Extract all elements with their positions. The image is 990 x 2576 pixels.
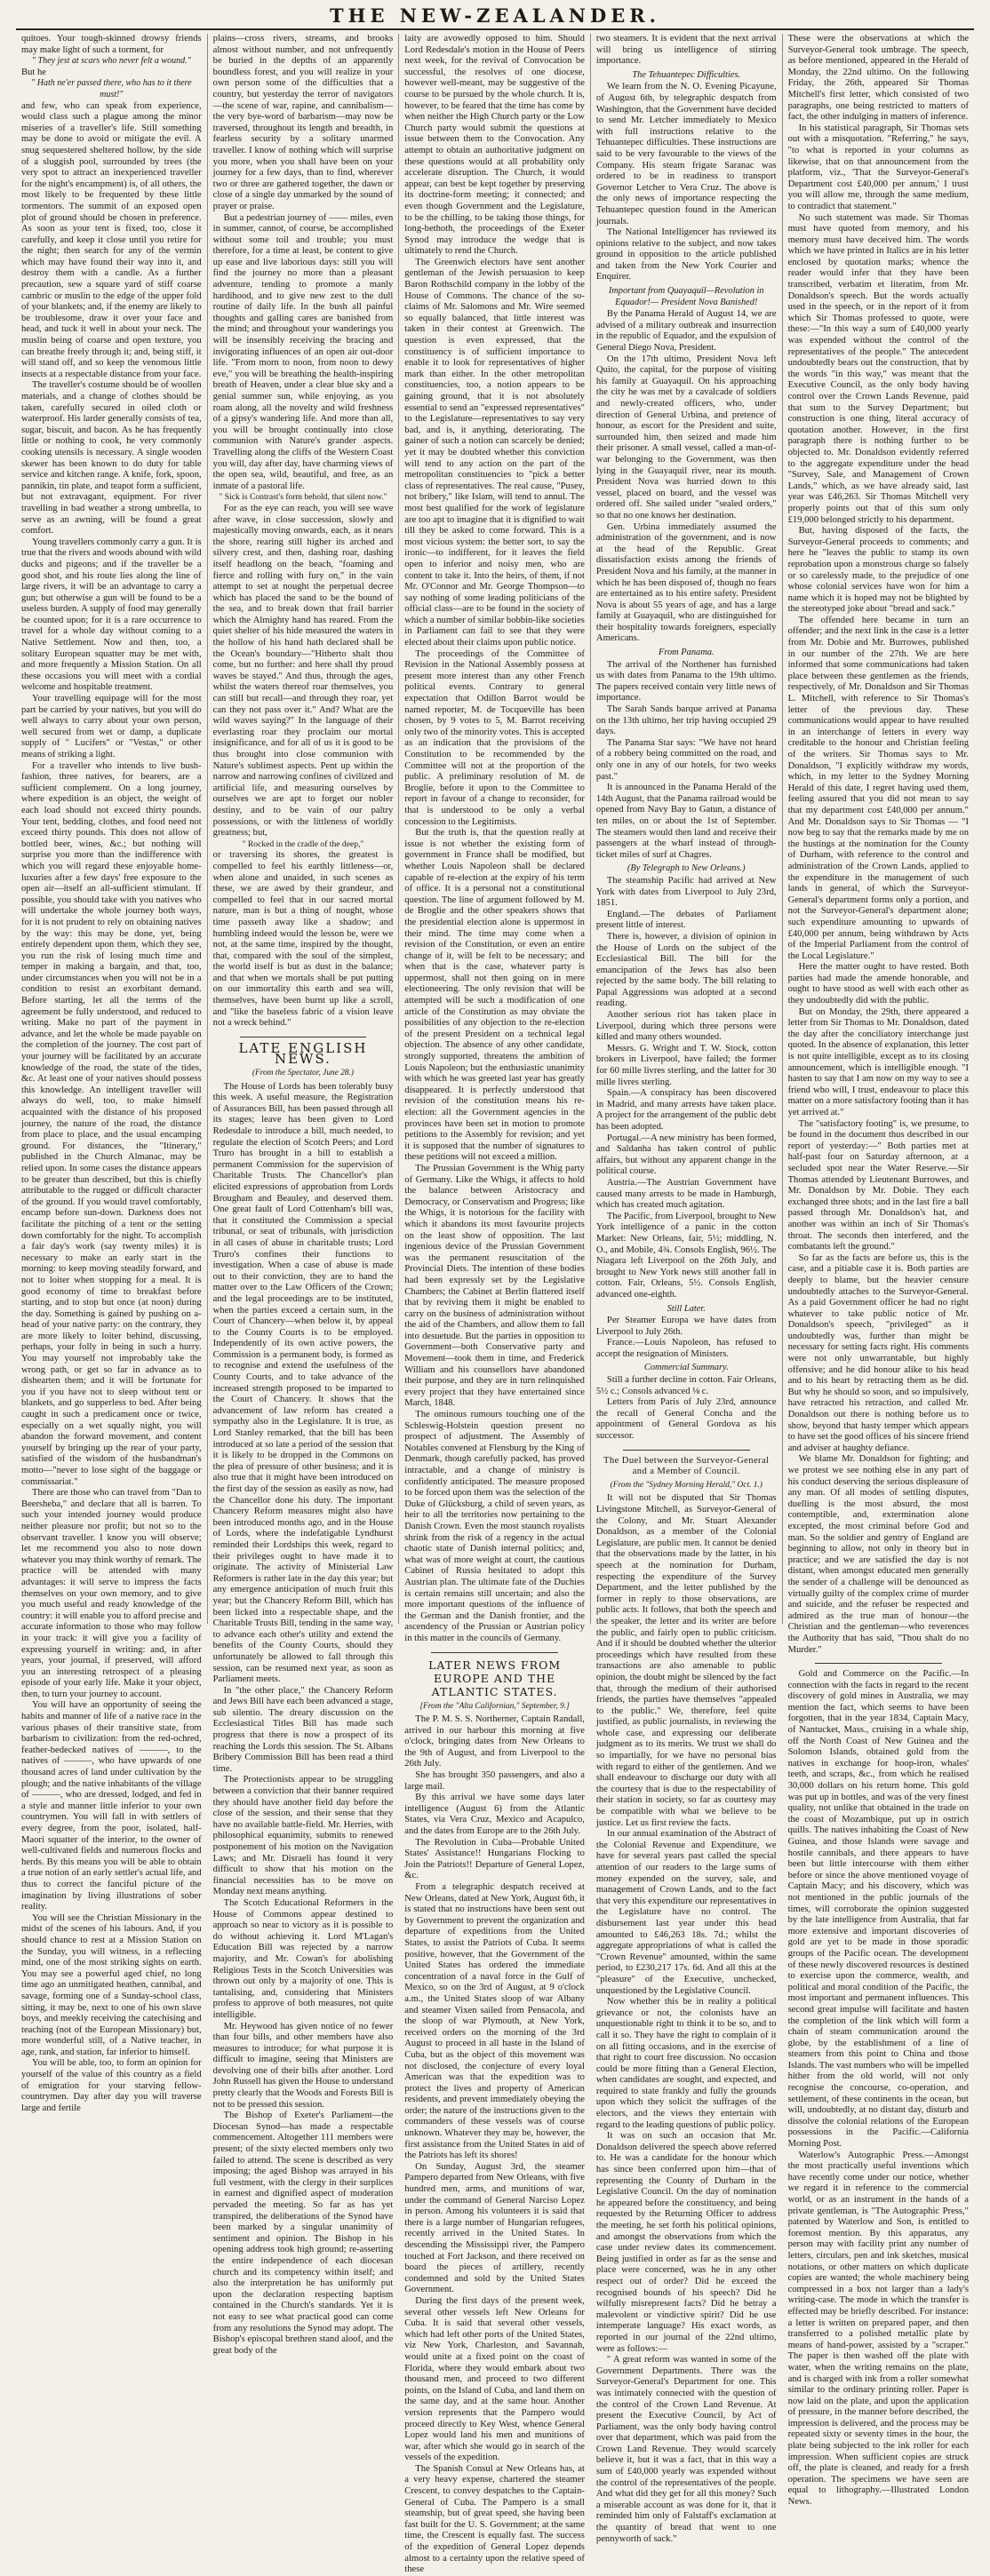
paragraph: But a pedestrian journey of —— miles, even in summer, cannot, of course, be accomplished without some toil and trouble; you must therefore, for a time at least, be content to give up ease and live laborious days: still you will find the journey no more than a pleasant adventure, tending to promote a manly hardihood, and to give new zest to the dull routine of daily life. In the bush all painful thoughts and galling cares are banished from the mind; and throughout your wanderings you will be insensibly receiving the bracing and invigorating influences of an open air out-door life. "From morn to noon, from noon to dewy eve," you will be breathing the health-inspiring breath of Heaven, under a clear blue sky and a genial summer sun, while enjoying, as you roam along, all the novelty and wild freshness of a gipsy's wandering life. And more than all, you will be brought continually into close communion with Nature's grander aspects. Travelling along the cliffs of the Western Coast you will, day after day, have charming views of the open sea, wild, beautiful, and free, as an inmate of a pastoral life. — [212, 212, 394, 491]
paragraph: The Scotch Educational Reformers in the House of Commons appear destined to approach so near to victory as it is possible to do without achieving it. Lord M'Lagan's Education Bill was rejected by a narrow majority, and Mr. Cowan's for abolishing Religious Tests in the Scotch Universities was thrown out only by a majority of one. This is tantalising, and, considering that Ministers profess to approve of both measures, not quite intelligible. — [212, 1897, 394, 2020]
article-subheading: The Tehuantepec Difficulties. — [632, 69, 741, 80]
column-3 — [399, 34, 591, 2575]
paragraph: For as the eye can reach, you will see wave after wave, in close succession, slowly and majestically moving onwards, each, as it nears the shore, rearing still higher its arched and silvery crest, and then, dashing roar, dashing itself headlong on the beach, "foaming and fierce and rolling with fury on," in the vain attempt to set at nought the perpetual decree which has placed the sand to be the bound of the sea, and to break down that frail barrier which the Almighty hand has reared. From the quiet shelter of his hide measured the waters in the hollow of his hand hath declared shall be the Ocean's boundary—"Hitherto shalt thou come, but no further: and here shall thy proud waves be stayed." And thus, through the ages, whilst the waters thereof roar themselves, you can still but recall—and through they roar, yet can they not pass over it." And? What are the wild waves saying?" In the language of their everlasting roar they proclaim our mortal insignificance, and for all of us it is good to be thus brought into close communion with Nature's sublimest aspects. Pent up within the narrow and narrowing confines of civilized and artificial life, and measuring ourselves by ourselves we are apt to forget our nobler destiny, and to be vain of our paltry possessions, or with the littleness of worldly greatness; but, — [212, 503, 394, 839]
section-heading: The Duel between the Surveyor-General and a Member of Council. — [603, 1455, 770, 1477]
paragraph: The National Intelligencer has reviewed its opinions relative to the subject, and now takes ground in opposition to the article published and taken from the New York Courier and Enquirer. — [595, 227, 777, 282]
section-divider — [240, 1037, 367, 1038]
verse-quote: " Rocked in the cradle of the deep," — [242, 839, 364, 849]
paragraph: Here the matter ought to have rested. Both parties had made the amende honorable, and ought to have stood as well with each other as they undoubtedly did with the public. — [787, 962, 969, 1006]
paragraph: But he — [21, 67, 46, 77]
paragraph: quitoes. Your tough-skinned drowsy friends may make light of such a torment, for — [21, 34, 202, 55]
column-2 — [208, 34, 400, 2356]
paragraph: France.—Louis Napoleon, has refused to accept the resignation of Ministers. — [595, 1338, 777, 1359]
paragraph: The traveller's costume should be of woollen materials, and a change of clothes should be taken, carefully secured in oiled cloth or waterproof. His larder generally consists of tea, sugar, biscuit, and bacon. As he has frequently little or nothing to cook, he very commonly cooking utensils is necessary. A single wooden skewer has been known to do duty for table service and kitchen range. A knife, fork, spoon, pannikin, tin plate, and teapot form a sufficient, but not extravagant, equipment. For river travelling in bad weather a strong umbrella, to serve as an awning, will be found a great comfort. — [21, 380, 202, 537]
paragraph: It is announced in the Panama Herald of the 14th August, that the Panama railroad would be opened from Navy Bay to Gatun, a distance of ten miles, on or about the 1st of September. The steamers would then land and receive their passengers at the wharf instead of through-ticket miles of surf at Chagres. — [595, 783, 777, 860]
paragraph: During the first days of the present week, several other vessels left New Orleans for Cuba. It is said that several other vessels, which had left other ports of the United States, viz New York, Charleston, and Savannah, would unite at a fixed point on the coast of Florida, where they would embark about two thousand men, and proceed to two different points, on the Island of Cuba, and land them on the same day, and at the same hour. Another version represents that the Pampero would proceed directly to Key West, whence General Lopez would land his men and munitions of war, after which she would go in search of the vessels of the expedition. — [404, 2295, 585, 2463]
paragraph: Portugal.—A new ministry has been formed, and Saldanha has taken control of public affairs, but without any apparent change in the political course. — [595, 1133, 777, 1177]
paragraph: Waterlow's Autographic Press.—Amongst the most practically useful inventions which have recently come under our notice, whether we regard it in reference to the commercial world, or as an instrument in the hands of a private gentleman, is "The Autographic Press," patented by Waterlow and Son, is entitled to foremost mention. By this apparatus, any person may with facility print any number of letters, circulars, pen and ink sketches, musical notations, or other matters on which duplicate copies are wanted; the whole machinery being compressed in a box not larger than a lady's writing-case. The mode in which the transfer is effected may be briefly described. For instance: a letter is written on prepared paper, and then transferred to a polished metallic plate by means of hand-power, assisted by a "scraper." The paper is then washed off the plate with water, when the writing remains on the plate, and is charged with ink from a roller somewhat similar to the ordinary printing roller. Paper is now laid on the plate, and upon the application of pressure, in the manner before described, the impression is delivered, and the process may be repeated sixty or seventy times in the hour, the plate being subjected to the ink roller for each impression. When sufficient copies are struck off, the plate is cleaned, and ready for a fresh operation. The specimens we have seen are equal to lithography.—Illustrated London News. — [787, 2150, 969, 2508]
paragraph: By this arrival we have some days later intelligence (August 6) from the Atlantic States, via Vera Cruz, Mexico and Acapulco, and the dates from Europe are to the 26th July. — [404, 1793, 585, 1837]
paragraph: The "satisfactory footing" is, we presume, to be found in the document thus described in our report of yesterday:—" Both parties met at half-past four on Saturday afternoon, at a secluded spot near the Water Reserve.—Sir Thomas attended by Lieutenant Burrowes, and Mr. Donaldson by Mr. Dobie. They each exchanged three shots; and in the last fire a ball passed through Mr. Donaldson's hat, and another was within an inch of Sir Thomas's throat. The seconds then interfered, and the combatants left the ground." — [787, 1118, 969, 1252]
article-subheading: Commercial Summary. — [643, 1363, 729, 1373]
paragraph: Messrs. G. Wright and T. W. Stock, cotton brokers in Liverpool, have failed; the former for 60 mille livres sterling, and the latter for 30 mille livres sterling. — [595, 1043, 777, 1087]
paragraph: The Protectionists appear to be struggling between a conviction that their banner required they should have another field day before the close of the session, and their sense that they have no available battle-field. Mr. Herries, with philosophical equanimity, submits to renewed postponement of his motion on the Navigation Laws; and Mr. Disraeli has found it very difficult to show that his motion on the financial necessities has to be move on Monday next means anything. — [212, 1775, 394, 1897]
paragraph: The Spanish Consul at New Orleans has, at a very heavy expense, chartered the steamer Crescent, to convey despatches to the Captain-General of Cuba. The Pampero is a small steamship, but of great speed, she having been fast built for the U. S. Government; at the same time, the Crescent is equally fast. The success of the expedition of General Lopez depends almost to a certainty upon the relative speed of these — [404, 2463, 585, 2575]
article-subheading: Important from Quayaquil—Revolution in Equador!— President Nova Banished! — [608, 286, 764, 307]
paragraph: Young travellers commonly carry a gun. It is true that the rivers and woods abound with wild ducks and pigeons; and if the traveller be a good shot, and his route lies along the line of large rivers, it will be an advantage to carry a gun; but otherwise a gun will be found to be a useless burden. A supply of food may generally be counted upon; for it is a rare occurrence to travel for a whole day without coming to a Native Settlement. Now and then, too, a solitary European squatter may be met with, and more frequently a Mission Station. On all these occasions you will meet with a cordial welcome and hospitable treatment. — [21, 537, 202, 693]
paragraph: In "the other place," the Chancery Reform and Jews Bill have each been advanced a stage, sub silentio. The dreary discussion on the Ecclesiastical Titles Bill has made such progress that there is now a prospect of its reaching the Lords this session. The St. Albans Bribery Commission Bill has been read a third time. — [212, 1685, 394, 1774]
paragraph: The ominous rumours touching one of the Schleswig-Holstein question present no prospect of adjustment. The Assembly of Notables convened at Flensburg by the King of Denmark, though carefully packed, has proved intractable, and a change of ministry is confidently anticipated. The measure proposed to be forced upon them was the selection of the Duke of Glücksburg, a child of seven years, as heir to all the territories now pertaining to the Danish Crown. Even the most staunch royalists shrink from the risk of a regency in the actual chaotic state of Danish internal politics; and, what was of more weight at court, the cautious Cabinet of Russia hesitated to adopt this Austrian plan. The ultimate fate of the Duchies is certain remains still uncertain; and also the more important questions of the influence of the German and the Danish frontier, and the ascendency of the Prussian or Austrian policy in this matter in the councils of Germany. — [404, 1410, 585, 1643]
section-divider — [815, 1663, 942, 1664]
article-subheading: From Panama. — [658, 648, 715, 658]
paragraph: Another serious riot has taken place in Liverpool, during which three persons were killed and many others wounded. — [595, 1010, 777, 1043]
article-subheading: Still Later. — [667, 1303, 706, 1314]
paragraph: There is, however, a division of opinion in the House of Lords on the subject of the Ecclesiastical Bill. The bill for the emancipation of the Jews has also been rejected by the same body. The bill relating to Papal Aggressions was adopted at a second reading. — [595, 931, 777, 1009]
paragraph: It will not be disputed that Sir Thomas Livingstone Mitchell, as Surveyor-General of the Colony, and Mr. Stuart Alexander Donaldson, as a member of the Colonial Legislature, are public men. It cannot be denied that the observations made by the latter, in his speech at the nomination for Durham, respecting the expenditure of the Survey Department, and the letter published by the former in reply to those observations, are public acts. It follows, that both the speech and the speaker, the letter and its writer are before the public, and fairly open to public criticism. And if it should be doubted whether the ulterior proceedings which have resulted from these transactions are also amenable to public opinion, the doubt might be silenced by the fact that, through the medium of their authorised friends, the parties have themselves "appealed to the public." We, therefore, feel quite justified, as public journalists, in reviewing the whole case, and expressing our deliberate judgment as to its merits. We trust we shall do so impartially, for we have no personal bias with regard to either of the gentlemen. And we shall endeavour to discharge our duty with all the courtesy that is due to the respectability of their station in society, so far as courtesy may be compatible with what we believe to be justice. Let us first review the facts. — [595, 1493, 777, 1828]
paragraph: The steamship Pacific had arrived at New York with dates from Liverpool to July 23rd, 1851. — [595, 875, 777, 909]
paragraph: Letters from Paris of July 23rd, announce the recall of General Concha and the appointment of General Gordova as his successor. — [595, 1397, 777, 1442]
paragraph: The P. M. S. S. Northerner, Captain Randall, arrived in our harbour this morning at five o'clock, bringing dates from New Orleans to the 9th of August, and from Liverpool to the 26th July. — [404, 1714, 585, 1769]
paragraph: The Bishop of Exeter's Parliament—the Diocesan Synod—has made a respectable commencement. Altogether 111 members were present; of the sixty elected members only two failed to attend. The scene is described as very imposing; the aged Bishop was arrayed in his full vestment, with the clergy in their surplices in earnest and dignified aspect of moderation pervaded the meeting. So far as has yet transpired, the deliberations of the Synod have been marked by a singular unanimity of sentiment and opinion. The Bishop in his opening address took high ground; re-asserting the entire independence of each diocesan church and its competency within itself; and also the interpretation he has uniformly put upon the declaration respecting baptism contained in the Church's standards. Yet it is not easy to see what practical good can come from any resolutions the Synod may adopt. The Bishop's episcopal brethren stand aloof, and the great body of the — [212, 2111, 394, 2356]
paragraph: You will be able, too, to form an opinion for yourself of the value of this country as a field of emigration for your starving fellow-countrymen. Day after day you will traverse large and fertile — [21, 2058, 202, 2113]
paragraph: " A great reform was wanted in some of the Government Departments. There was the Surveyor-General's Department for one. This was intimately connected with the question of the control of the Crown Land Revenue. At present the Executive Council, by Act of Parliament, was the only body having control over that department, which was paid from the Crown Land Revenue. They would scarcely believe it, but it was a fact, that in this way a sum of £40,000 yearly was expended without the control of the representatives of the people. And what did they get for all this money? Such a miserable account as was done for it, that it reminded him only of Falstaff's exclamation at the quantity of bread that went to one pennyworth of sack." — [595, 2355, 777, 2544]
paragraph: She has brought 350 passengers, and also a large mail. — [404, 1770, 585, 1792]
paragraph: For a traveller who intends to live bush-fashion, three natives, for bearers, are a sufficient complement. On a long journey, where expedition is an object, the weight of each load should not exceed thirty pounds. Your tent, bedding, clothes, and food need not exceed thirty pounds. This does not allow of bottled beer, wines, &c.; but nothing will surprise you more than the indifference with which you will regard these enjoyable home-luxuries after a few days' free exposure to the open air—itself an all-sufficient stimulant. If possible, you should take with you natives who will undertake the whole journey both ways, for it is not prudent to rely on obtaining natives by the way: this may be done, yet, being entirely dependent upon them, which they see, you run the risk of losing much time and temper in making a bargain, and that, too, under circumstances when you will not be in a condition to resist an exorbitant demand. Before starting, let all the terms of the agreement be fully understood, and reduced to writing. Make no part of the payment in advance, and let the whole be made payable on the completion of the journey. The cost part of your journey will be facilitated by an accurate knowledge of the road, the state of the tides, &c. At least one of your natives should possess this knowledge. An intelligent traveller will always do well, too, to make himself acquainted with the distance of his proposed journey, the nature of the road, the distance from place to place, and the usual encamping ground. For distances, the "Itinerary," published in the Church Almanac, may be relied upon. In some cases the distance appears to be greater than described, but this is chiefly attributable to the rugged or difficult character of the ground. If you would travel comfortably, encamp before sun-down. Darkness does not facilitate the pitching of a tent or the setting down comfortably for the night. To accomplish a fair day's work (say twenty miles) it is necessary to make an early start in the morning: to keep moving steadily forward, and not to loiter when stopping for a meal. It is good economy of time to breakfast before starting, and to stop but once (at noon) during the day. Something is gained by pushing on a-head of your native party: on the contrary, they are more likely to loiter behind, discussing, perhaps, your folly in being in such a hurry. You may yourself not improbably take the wrong path, or get so far in advance as to dishearten them; and it will be fortunate for you if you have not to sleep without tent or blankets, and go supperless to bed. After being caught in such a predicament once or twice, especially on a wet squally night, you will abandon the forward movement, and content yourself by bringing up the rear of your party, satisfied of the wisdom of the husbandman's motto—"never to lose sight of the baggage or commissariat." — [21, 760, 202, 1487]
paragraph: You will have an opportunity of seeing the habits and manner of life of a native race in the various phases of their transitive state, from barbarism to civilization: from the red-ochred, feather-bedecked natives of ———, to the natives of ———, who have upwards of one thousand acres of land under cultivation by the plough; and the native inhabitants of the village of ———, who are dressed, lodged, and fed in a style and manner little inferior to your own countrymen. You will fall in with settlers of every degree, from the poor, isolated, half-Maori squatter of the interior, to the owner of well-cultivated fields and numerous flocks and herds. By this means you will be able to obtain a true notion of an early settler's actual life, and thus to correct the fanciful picture of the imagination by living illustrations of sober reality. — [21, 1700, 202, 1912]
verse-quote: " Hath ne'er passed there, who has to it there must!" — [31, 78, 192, 99]
column-4 — [591, 34, 783, 2544]
paragraph: Gen. Urbina immediately assumed the administration of the government, and is now at the head of the Republic. Great dissatisfaction exists among the friends of President Nova and his family, at the manner in which he has been disposed of, though no fears are entertained as to his entire safety. President Nova is about 55 years of age, and has a large family at Guayaquil, who are distinguished for their hospitality towards foreigners, especially Americans. — [595, 521, 777, 644]
masthead-title: THE NEW-ZEALANDER. — [16, 5, 974, 30]
section-source: [From the "Alta Californian," September, 9.] — [419, 1701, 570, 1711]
section-divider — [623, 1450, 750, 1451]
section-source: (From the Spectator, June 28.) — [251, 1069, 355, 1078]
section-divider — [431, 1652, 558, 1653]
section-source: (From the "Sydney Morning Herald," Oct. 1.) — [610, 1480, 762, 1490]
paragraph: The offended here became in turn an offender; and the next link in the case is a letter from Mr. Dobie and Mr. Burrowes, published in our number of the 27th. We are here informed that some communications had taken place between these gentlemen as the friends, respectively, of Mr. Donaldson and Sir Thomas L. Mitchell, with reference to Sir Thomas's letter of the previous day. These communications would appear to have resulted in an interchange of letters in every way creditable to the honour and Christian feeling of the writers. Sir Thomas says to Mr. Donaldson, "I explicitly withdraw my words, which, in my letter to the Sydney Morning Herald of this date, I regret having used them, feeling assured that you did not mean to say that my department cost £40,000 per annum." And Mr. Donaldson says to Sir Thomas — "I now beg to say that the remarks made by me on the hustings at the nomination for the County of Durham, with reference to the control and administration of the Crown Lands, applied to the expenditure in the management of such lands in general, of which the Surveyor-General's department forms only a portion, and not the Surveyor-General's department alone; such expenditure amounting to upwards of £40,000 per annum, being withdrawn by Acts of the Imperial Parliament from the control of the Local Legislature." — [787, 615, 969, 961]
paragraph: or traversing its shores, the greatest is compelled to feel his earthly littleness—or, when alone and unaided, in such scenes as these, we are awed by their grandeur, and compelled to feel that in our sacred mortal nature, man is but a thing of nought, whose time passeth away like a shadow; and humbling indeed would the lesson be, were we not, at the same time, inspired by the thought, that, compared with the soul of the simplest, the world itself is but as dust in the balance; and that when we mortals shall be put putting on our immortality this earth and sea will, themselves, have been burnt up like a scroll, and "like the baseless fabric of a vision leave not a wreck behind." — [212, 850, 394, 1029]
paragraph: You will see the Christian Missionary in the midst of the scenes of his labours. And, if you should chance to rest at a Mission Station on the Sunday, you will witness, in a reflecting mind, one of the most striking sights on earth. You may see a powerful aged chief, no long time ago an unmitigated heathen, cannibal, and savage, forming one of a Sunday-school class, sitting, it may be, next to one of his own slave boys, and meekly receiving the catechising and teaching (not of the European Missionary) but, more wonderful still, of a Native teacher, in age, rank, and station, far inferior to himself. — [21, 1912, 202, 2057]
section-heading: LATER NEWS FROM EUROPE AND THE ATLANTIC STATES. — [428, 1658, 562, 1698]
paragraph: In our annual examination of the Abstract of the Colonial Revenue and Expenditure, we have for several years past called the special attention of our readers to the large sums of money expended on the survey, sale, and management of Crown Lands, and to the fact that very this expenditure our representatives in the Legislature have no control. The disbursement last year under this head amounted to £46,263 18s. 7d.; whilst the aggregate appropriations of what is called the "Crown Revenue" amounted, within the same period, to £230,217 17s. 6d. And all this at the "pleasure" of the Executive, unchecked, unquestioned by the Legislative Council. — [595, 1829, 777, 1996]
paragraph: There are those who can travel from "Dan to Beersheba," and declare that all is barren. To such your intended journey would produce neither pleasure nor profit; but not so to the observant traveller. I know you will observe; let me recommend you also to note down whatever you may think worthy of remark. The practice will be attended with many advantages: it will serve to impress the facts themselves on your own memory, and to give you much useful and ready knowledge of the country: it will enable you to afford precise and accurate information to those who may follow in your track: it will give you a facility of expressing yourself in writing: and, in after years, your journal, if preserved, will afford you an interesting retrospect of a pleasing episode of your early life. Make it your object, then, to turn your journey to account. — [21, 1488, 202, 1699]
paragraph: plains—cross rivers, streams, and brooks almost without number, and not unfrequently be buried in the depths of an apparently boundless forest, and you will realize in your own person some of the difficulties that a country, but yesterday the terror of navigators—the scene of war, rapine, and cannibalism—the very bye-word of barbarism—may now be traversed, throughout its length and breadth, in fearless security by a solitary unarmed traveller. I know of nothing which will surprise you more, when you shall have been on your journey for a few days, than to find, wherever two or three are gathered together, the dawn or close of a single day unmarked by the sound of prayer or praise. — [212, 34, 394, 211]
paragraph: Spain.—A conspiracy has been discovered in Madrid, and many arrests have taken place. A project for the arrangement of the public debt has been adopted. — [595, 1088, 777, 1132]
paragraph: and few, who can speak from experience, would class such a plague among the minor miseries of a traveller's life. Still something may be done to avoid or mitigate the evil. A snug sequestered sheltered hollow, by the side of a sluggish pool, surrounded by trees (the very spot to attract an inexperienced traveller for the night's encampment) is, of all others, the most likely to be frequented by these little tormentors. The summit of an exposed open plot of ground should be chosen in preference. As soon as your tent is fixed, too, close it carefully, and keep it close until you retire for the night; then search for any of the vermin which may have found their way into it, and destroy them with a candle. As a further precaution, sew a square yard of stiff coarse cambric or muslin to the edge of the upper fold of your blankets; and, if the enemy are likely to be troublesome, draw it over your face and head, and tuck it well in about your neck. The muslin being of coarse and open texture, you can breathe freely through it; and, being stiff, it will stand off, and so keep the venomous little insects at a respectable distance from your face. — [21, 100, 202, 379]
verse-quote: " Sick is Contrast's form behold, that silent now." — [219, 492, 387, 503]
paragraph: The Revolution in Cuba—Probable United States' Assistance!! Hungarians Flocking to Join the Patriots!! Departure of General Lopez, &c. — [404, 1837, 585, 1881]
paragraph: The Pacific, from Liverpool, brought to New York intelligence of a panic in the cotton Market: New Orleans, fair, 5½; middling, N. O., and Mobile, 4¾. Consols English, 96½. The Niagara left Liverpool on the 26th July, and brought to New York news still another fall in cotton. Fair, Orleans, 5½. Consols English, advanced one-eighth. — [595, 1211, 777, 1300]
paragraph: The Greenwich electors have sent another gentleman of the Jewish persuasion to keep Baron Rothschild company in the lobby of the House of Commons. The chance of the so-claims of Mr. Salomons and Mr. Wire seemed so equally balanced, that little interest was taken in their contest at Greenwich. The question is even expressed, that the constituency is of sufficient importance to enable it to look for representatives of higher mark than either. In the other metropolitan constituencies, too, a notion appears to be gaining ground, that it is not absolutely essential to send an "expressed representatives" to the Legislature—representatives to say very bad, and is, it anything, deteriorating. The gainer of such a notion can scarcely be denied; yet it may be doubted whether this conviction will tend to any action on the part of the metropolitan constituencies to "pick a better class of representatives. The real cause, "Pusey, not bribery," like Islam, will tend to annul. The most best qualified for the work of legislature are too apt to imagine that it is dignified to wait till they be asked to come forward. This is a most vicious system: the better sort, to say the ironic—to indifferent, for it leaves the field open to inferior and noisy men, who are content to take it. Into the heirs, of them, if not Mr. O'Connor and Mr. George Thompson—to say nothing of some leading politicians of the official class—are to be found in the society of which a number of similar bobbin-like societies in Parliament can fail to see that they were elected about their claims upon public notice. — [404, 257, 585, 648]
paragraph: The Prussian Government is the Whig party of Germany. Like the Whigs, it affects to hold the balance between Aristocracy and Democracy, or Conservatism and Progress; like the Whigs, it is notorious for the facility with which it abandons its most favourite projects on the least show of opposition. The last ingenious device of the Prussian Government was the permanent resuscitation of the Provincial Diets. The intention of these bodies had been expressly set by the Legislative Chambers; the Cabinet at Berlin flattered itself that by reviving them it might be enabled to carry on the business of administration without the aid of the Chambers, and allow them to fall into desuetude. But the parties in opposition to Government—both Conservative party and Movement—took them in time, and Frederick William and his counsellors have abandoned their purpose, and they are in turn relinquished every project that they have entertained since March, 1848. — [404, 1163, 585, 1409]
paragraph: Per Steamer Europa we have dates from Liverpool to July 26th. — [595, 1316, 777, 1337]
paragraph: laity are avowedly opposed to him. Should Lord Redesdale's motion in the House of Peers next week, for the revival of Convocation be successful, the resolves of one diocese, however well-meant, may be suggestive of the course to be pursued by the whole church. It is, however, to be feared that the time has come by when neither the High Church party or the Low Church party would submit the questions at issue between them to the Convocation. Any attempt to obtain an authoritative judgment on these questions would at all probability only accelerate disruption. The Church, it would appear, can best be kept together by preserving its doctrine-form meeting; it connected; and even though Government and the Legislature, to be the chilling, to be taking those things, for long-bethoth, the proceedings of the Exeter Synod may introduce the wedge that is ultimately to rend the Church. — [404, 34, 585, 257]
paragraph: Still a further decline in cotton. Fair Orleans, 5½ c.; Consols advanced ⅛ c. — [595, 1375, 777, 1396]
paragraph: Now whether this be in reality a political grievance or not, the colonists have an unquestionable right to think it to be so, and to call it so. They have the right to complain of it on all fitting occasions, and in the exercise of that right to court free discussion. No occasion could be more fitting than a General Election, when candidates are sought, and expected, and required to state frankly and fully the grounds upon which they solicit the suffrages of the electors, and the views they entertain with regard to the leading questions of public policy. — [595, 1997, 777, 2130]
paragraph: Mr. Heywood has given notice of no fewer than four bills, and other members have also measures to introduce; for what purpose it is difficult to imagine, seeing that Ministers are devolving one of their bills after another. Lord John Russell has given the House to understand pretty clearly that the Woods and Forests Bill is not to be pressed this session. — [212, 2021, 394, 2110]
paragraph: These were the observations at which the Surveyor-General took umbrage. The speech, as before mentioned, appeared in the Herald of Monday, the 22nd ultimo. On the following Friday, the 26th, appeared Sir Thomas Mitchell's first letter, which consisted of two paragraphs, one being restricted to matters of fact, the other indulging in matters of inference. — [787, 34, 969, 123]
columns — [16, 34, 974, 2575]
paragraph: But the truth is, that the question really at issue is not whether the existing form of government in France shall be modified, but whether Louis Napoleon shall be declared capable of re-election at the expiry of his term of office. It is a personal not a constitutional question. The line of argument followed by M. de Broglie and the other speakers shows that the presidential election alone is uppermost in their mind. The time may come when a revision of the Constitution, or even an entire change of it, will be felt to be necessary; and when that is the case, whatever party is uppermost, shall not then going on in mere electioneering. The only revision that will be attempted will be such a modification of one article of the Constitution as may obviate the possibilities of any objection to the re-election of the present President on a technical legal objection. The absence of any other candidate, strongly supported, threatens the ambition of Louis Napoleon; but the enthusiastic unanimity with which he was greeted last year has greatly disappeared. It is perfectly understood that revision of the constitution means his re-election: all the Government agencies in the provinces have been set in motion to promote petitions to the Assembly for revision; and yet it is supposed that the number of signatures to these petitions will not exceed a million. — [404, 828, 585, 1163]
paragraph: The Sarah Sands barque arrived at Panama on the 13th ultimo, her trip having occupied 29 days. — [595, 704, 777, 737]
verse-quote: " They jest at scars who never felt a wound." — [31, 56, 191, 67]
paragraph: Your travelling equipage will for the most part be carried by your natives, but you will do well always to carry about your own person, well secured from wet or damp, a duplicate supply of " Lucifers" or "Vestas," or other means of striking a light. — [21, 694, 202, 759]
paragraph: Austria.—The Austrian Government have caused many arrests to be made in Hamburgh, which has created much agitation. — [595, 1177, 777, 1211]
paragraph: England.—The debates of Parliament present little of interest. — [595, 909, 777, 931]
paragraph: So far as the facts are before us, this is the case, and a pitiable case it is. Both parties are deeply to blame, but the heavier censure undoubtedly attaches to the Surveyor-General. As a paid Government officer he had no right whatever to take public notice of Mr. Donaldson's speech, "privileged" as it undoubtedly was, further than might be necessary for setting facts right. His comments were not only unwarrantable, but highly offensive; and he did honour alike to his head and to his heart by retracting them as he did. But why he should so soon, and so impulsively, have retracted his retraction, and called Mr. Donaldson out there is nothing before us to show, beyond that hasty temper which appears to have set the good offices of his sincere friend and adviser at haughty defiance. — [787, 1252, 969, 1453]
article-subheading: (By Telegraph to New Orleans.) — [627, 863, 746, 874]
paragraph: By the Panama Herald of August 14, we are advised of a military outbreak and insurrection in the republic of Equador, and the expulsion of General Diego Nova, President. — [595, 309, 777, 354]
paragraph: But, having disposed of the facts, the Surveyor-General proceeds to comments; and here he "leaves the public to stamp its own reprobation upon a monstrous charge so falsely or so carelessly made, to the prejudice of one whose colonial services have won for him a name which it is hoped may not be blighted by the stereotyped joke about "bread and sack." — [787, 526, 969, 615]
paragraph: No such statement was made. Sir Thomas must have quoted from memory, and his memory must have deceived him. The words which we have printed in Italics are in his letter enclosed by quotation marks; whence the reader would infer that they have been transcribed, verbatim et literatim, from Mr. Donaldson's speech. But the words actually used in the speech, or in the report of it from which Sir Thomas professed to quote, were these:—"In this way a sum of £40,000 yearly was expended without the control of the representatives of the people." The antecedent undoubtedly bears out the construction, that by the words "in this way," was meant that the Executive Council, as the only body having control over the Crown Lands Revenue, paid that sum to the Survey Department; but construction is one thing, literal accuracy of quotation another. However, in the first paragraph there is nothing further to be objected to. Mr. Donaldson evidently referred to the aggregate expenditure under the head "Survey, Sale, and Management of Crown Lands," which, as we have already said, last year was £46,263. Sir Thomas Mitchell very properly points out that of this sum only £19,000 belonged strictly to his department. — [787, 212, 969, 525]
paragraph: From a telegraphic despatch received at New Orleans, dated at New York, August 6th, it is stated that no instructions have been sent out by Government to prevent the organization and departure of expeditions from the United States, to assist the Patriots of Cuba. It seems positive, however, that the Government of the United States has ordered the immediate concentration of a naval force in the Gulf of Mexico, so on the 3rd of August, at 9 o'clock a.m., the United States sloop of war Albany and steamer Vixen sailed from Pensacola, and the sloop of war Plymouth, at New York, received orders on the morning of the 3rd August to proceed in all haste in the Island of Cuba, but as the object of this movement was not disclosed, the conjecture of every loyal American was that the expedition was to protect the lives and property of American residents, and prevent immediately obeying the order; the nature of the instructions given to the commanders of these vessels was of course unknown. Whatever they may be, however, the first assistance from the United States in aid of the Patriots has left its shores! — [404, 1882, 585, 2161]
paragraph: It was on such an occasion that Mr. Donaldson delivered the speech above referred to. He was a candidate for the honour which has since been conferred upon him—that of representing the County of Durham in the Legislative Council. On the day of nomination he appeared before the constituency, and being requested by the Returning Officer to address the meeting, he set forth his political opinions, and amongst the observations from which the case under review dates its commencement. Being justified in order as far as the sense and place were concerned, was he in any other respect out of order? Did he exceed the recognised bounds of his speech? Did he wilfully misrepresent facts? Did he betray a malevolent or vindictive spirit? Did he use intemperate language? His exact words, as reported in our journal of the 22nd ultimo, were as follows:— — [595, 2131, 777, 2354]
paragraph: On Sunday, August 3rd, the steamer Pampero departed from New Orleans, with five hundred men, arms, and munitions of war, under the command of General Narciso Lopez in person. Among his volunteers it is said that there is a large number of Hungarian refugees, recently arrived in the United States. In descending the Mississippi river, the Pampero touched at Fort Jackson, and there received on board the pieces of artillery, recently condemned and sold by the United States Government. — [404, 2161, 585, 2295]
paragraph: We learn from the N. O. Evening Picayune, of August 6th, by telegraphic despatch from Washington, that the Government have decided to send Mr. Letcher immediately to Mexico with full instructions relative to the Tehuantepec difficulties. These instructions are said to be very favourable to the views of the Company. His steam frigate Saranac was ordered to be in readiness to transport Governor Letcher to Vera Cruz. The above is the only news of importance respecting the Tehuantepec question found in the American journals. — [595, 82, 777, 227]
paragraph: The Panama Star says: "We have not heard of a robbery being committed on the road, and only one in any of our hotels, for two weeks past." — [595, 737, 777, 782]
paragraph: Gold and Commerce on the Pacific.—In connection with the facts in regard to the recent discovery of gold mines in Australia, we may mention the fact, which seems to have been forgotten, that in the year 1834, Captain Macy, of Nantucket, Mass., cruising in a whale ship, off the North Coast of New Guinea and the Solomon Islands, obtained gold from the natives in exchange for hoop-iron, whales' teeth, and scraps, &c., from which he realised 30,000 dollars on his return home. This gold was put up in bottles, and was of the very finest quality, not unlike that obtained in the trade on the coast of Mozambique, put up in ostrich quills. The natives inhabiting the Coast of New Guinea, and those Islands were savage and hostile cannibals, and there appears to have been but little intercourse with them either before or since the above mentioned voyage of Captain Macy; and his discovery, which was not mentioned in the public journals of the times, will corroborate the opinion suggested by the late intelligence from Australia, that far more extensive and important discoveries of gold are yet to be made in those sporadic groups of the Pacific ocean. The development of these newly discovered resources is destined to exercise upon the commerce, wealth, and political and moral condition of the Pacific, the most important and permanent influences. This second great impulse will facilitate and hasten the completion of the link which will form a chain of steam communication around the globe, by the establishment of a line of steamers from this point to China and those Islands. The vast numbers who will be impelled hither from the old world, will not only recognise the concourse, co-operation, and settlement, of these continents in the ocean, but will, undoubtedly, at no distant day, disturb and dissolve the colonial relations of the European possessions in the Pacific.—California Morning Post. — [787, 1669, 969, 2150]
paragraph: The proceedings of the Committee of Revision in the National Assembly possess at present more interest than any other French political events. Contrary to general expectation that Odillon Barrot would be named reporter, M. de Tocqueville has been chosen, by 9 votes to 5, M. Barrot receiving only two of the minority votes. This is accepted as an indication that the provisions of the Constitution to be recommended by the Committee will not at the proportion of the public. A preliminary resolution of M. de Broglie, before it upon to the Committee to report in favour of a change to reconsider, for that is understood to be only a verbal concession to the Legitimists. — [404, 648, 585, 827]
paragraph: But on Monday, the 29th, there appeared a letter from Sir Thomas to Mr. Donaldson, dated the day after the conciliatory interchange just quoted. In the absence of explanation, this letter is not quite intelligible, except as to its closing announcement, which is intelligible enough. "I hasten to say that I am now on my way to see a friend who will, I trust, endeavour to place this matter on a more satisfactory footing than it has yet arrived at." — [787, 1006, 969, 1117]
column-1 — [16, 34, 208, 2113]
paragraph: On the 17th ultimo, President Nova left Quito, the capital, for the purpose of visiting his family at Guayaquil. On his approaching the city he was met by a cavalcade of soldiers and newly-created officers, who, under direction of General Urbina, and pretence of honour, as escort for the President and suite, surrounded him, then seized and made him their prisoner. A small vessel, called a man-of-war belonging to the Government, was then lying in the Guayaquil river, near its mouth. President Nova was hurried down to this vessel, placed on board, and the vessel was ordered off. She sailed under "sealed orders," so that no one knows her destination. — [595, 354, 777, 521]
column-5 — [783, 34, 974, 2508]
paragraph: two steamers. It is evident that the next arrival will bring us intelligence of stirring importance. — [595, 34, 777, 67]
paragraph: The House of Lords has been tolerably busy this week. A useful measure, the Registration of Assurances Bill, has been passed through all its stages; leave has been given to Lord Redesdale to introduce a bill, much needed, to regulate the election of Scotch Peers; and Lord Truro has brought in a bill to establish a permanent Commission for the supervision of Charitable Trusts. The Chancellor's plan elicited expressions of approbation from Lords Brougham and Beauley, and deserved them. One great fault of Lord Cottenham's bill was, that it constituted the Commission a special tribunal, or seat of tribunals, with jurisdiction in all cases of abuse in charitable trusts; Lord Truro's confines their functions to investigation. When a case of abuse is made out to their conviction, they are to hand the matter over to the Law Officers of the Crown; and the legal proceedings are to be instituted, when the parties exceed a certain sum, in the Court of Chancery—when below it, by appeal to the County Courts is to be employed. Independently of its own active powers, the Commission is a permanent body, is formed as to recognise and extend the usefulness of the County Courts, and to take advance of the increased strength proposed to be imparted to the Court of Chancery. It shows that the advancement of law reform has created a sympathy also in the Legislature. It is true, as Lord Stanley remarked, that the bill has been introduced at so late a period of the session that it is likely to be dropped in the Commons on the plea of pressure of other business; and it is also true that it might have been introduced on the first day of the session as easily as now, had the Chancellor done his duty. The important Chancery Reform measures might also have been introduced months ago, and in the House of Lords, where the indefatigable Lyndhurst reminded their Lordships this week, regard to their privileges ought to have made it to originate. The activity of Ministerial Law Reformers is rather late in the day this year; but any emergence anticipation of much fruit this year; but the Chancery Reform Bill, which has been licked into a respectable shape, and the Charitable Trusts Bill, tending in the same way, to advance each other's utility and extend the benefits of the County Courts, should they unfortunately be allowed to fall through this session, can be resumed next year, as soon as Parliament meets. — [212, 1081, 394, 1685]
section-heading: LATE ENGLISH NEWS. — [238, 1039, 368, 1068]
paragraph: We blame Mr. Donaldson for fighting; and we protest we see nothing else in any part of his conduct deserving the serious displeasure of any man. Of all modes of settling disputes, duelling is the most absurd, the most contemptible, and, extermination alone excepted, the most criminal before God and man. So the soldier and gentry of England are beginning to allow, not only in theory but in practice; and we are satisfied the day is not distant, when amongst educated men generally the sender of a challenge will be denounced as virtually guilty of the complex crime of murder and suicide, and the refuser be respected and admired as the true man of honour—the Christian and the gentleman—who reverences the Authority that has said, "Thou shalt do no Murder." — [787, 1454, 969, 1655]
paragraph: In his statistical paragraph, Sir Thomas sets out with a misquotation. "Referring," he says, "to what is reported in your columns as likewise, that on that announcement from the platform, viz., 'That the Surveyor-General's Department cost £40,000 per annum,' I trust you will allow me, through the same medium, to contradict that statement." — [787, 123, 969, 211]
paragraph: The arrival of the Northener has furnished us with dates from Panama to the 19th ultimo. The papers received contain very little news of importance. — [595, 659, 777, 704]
